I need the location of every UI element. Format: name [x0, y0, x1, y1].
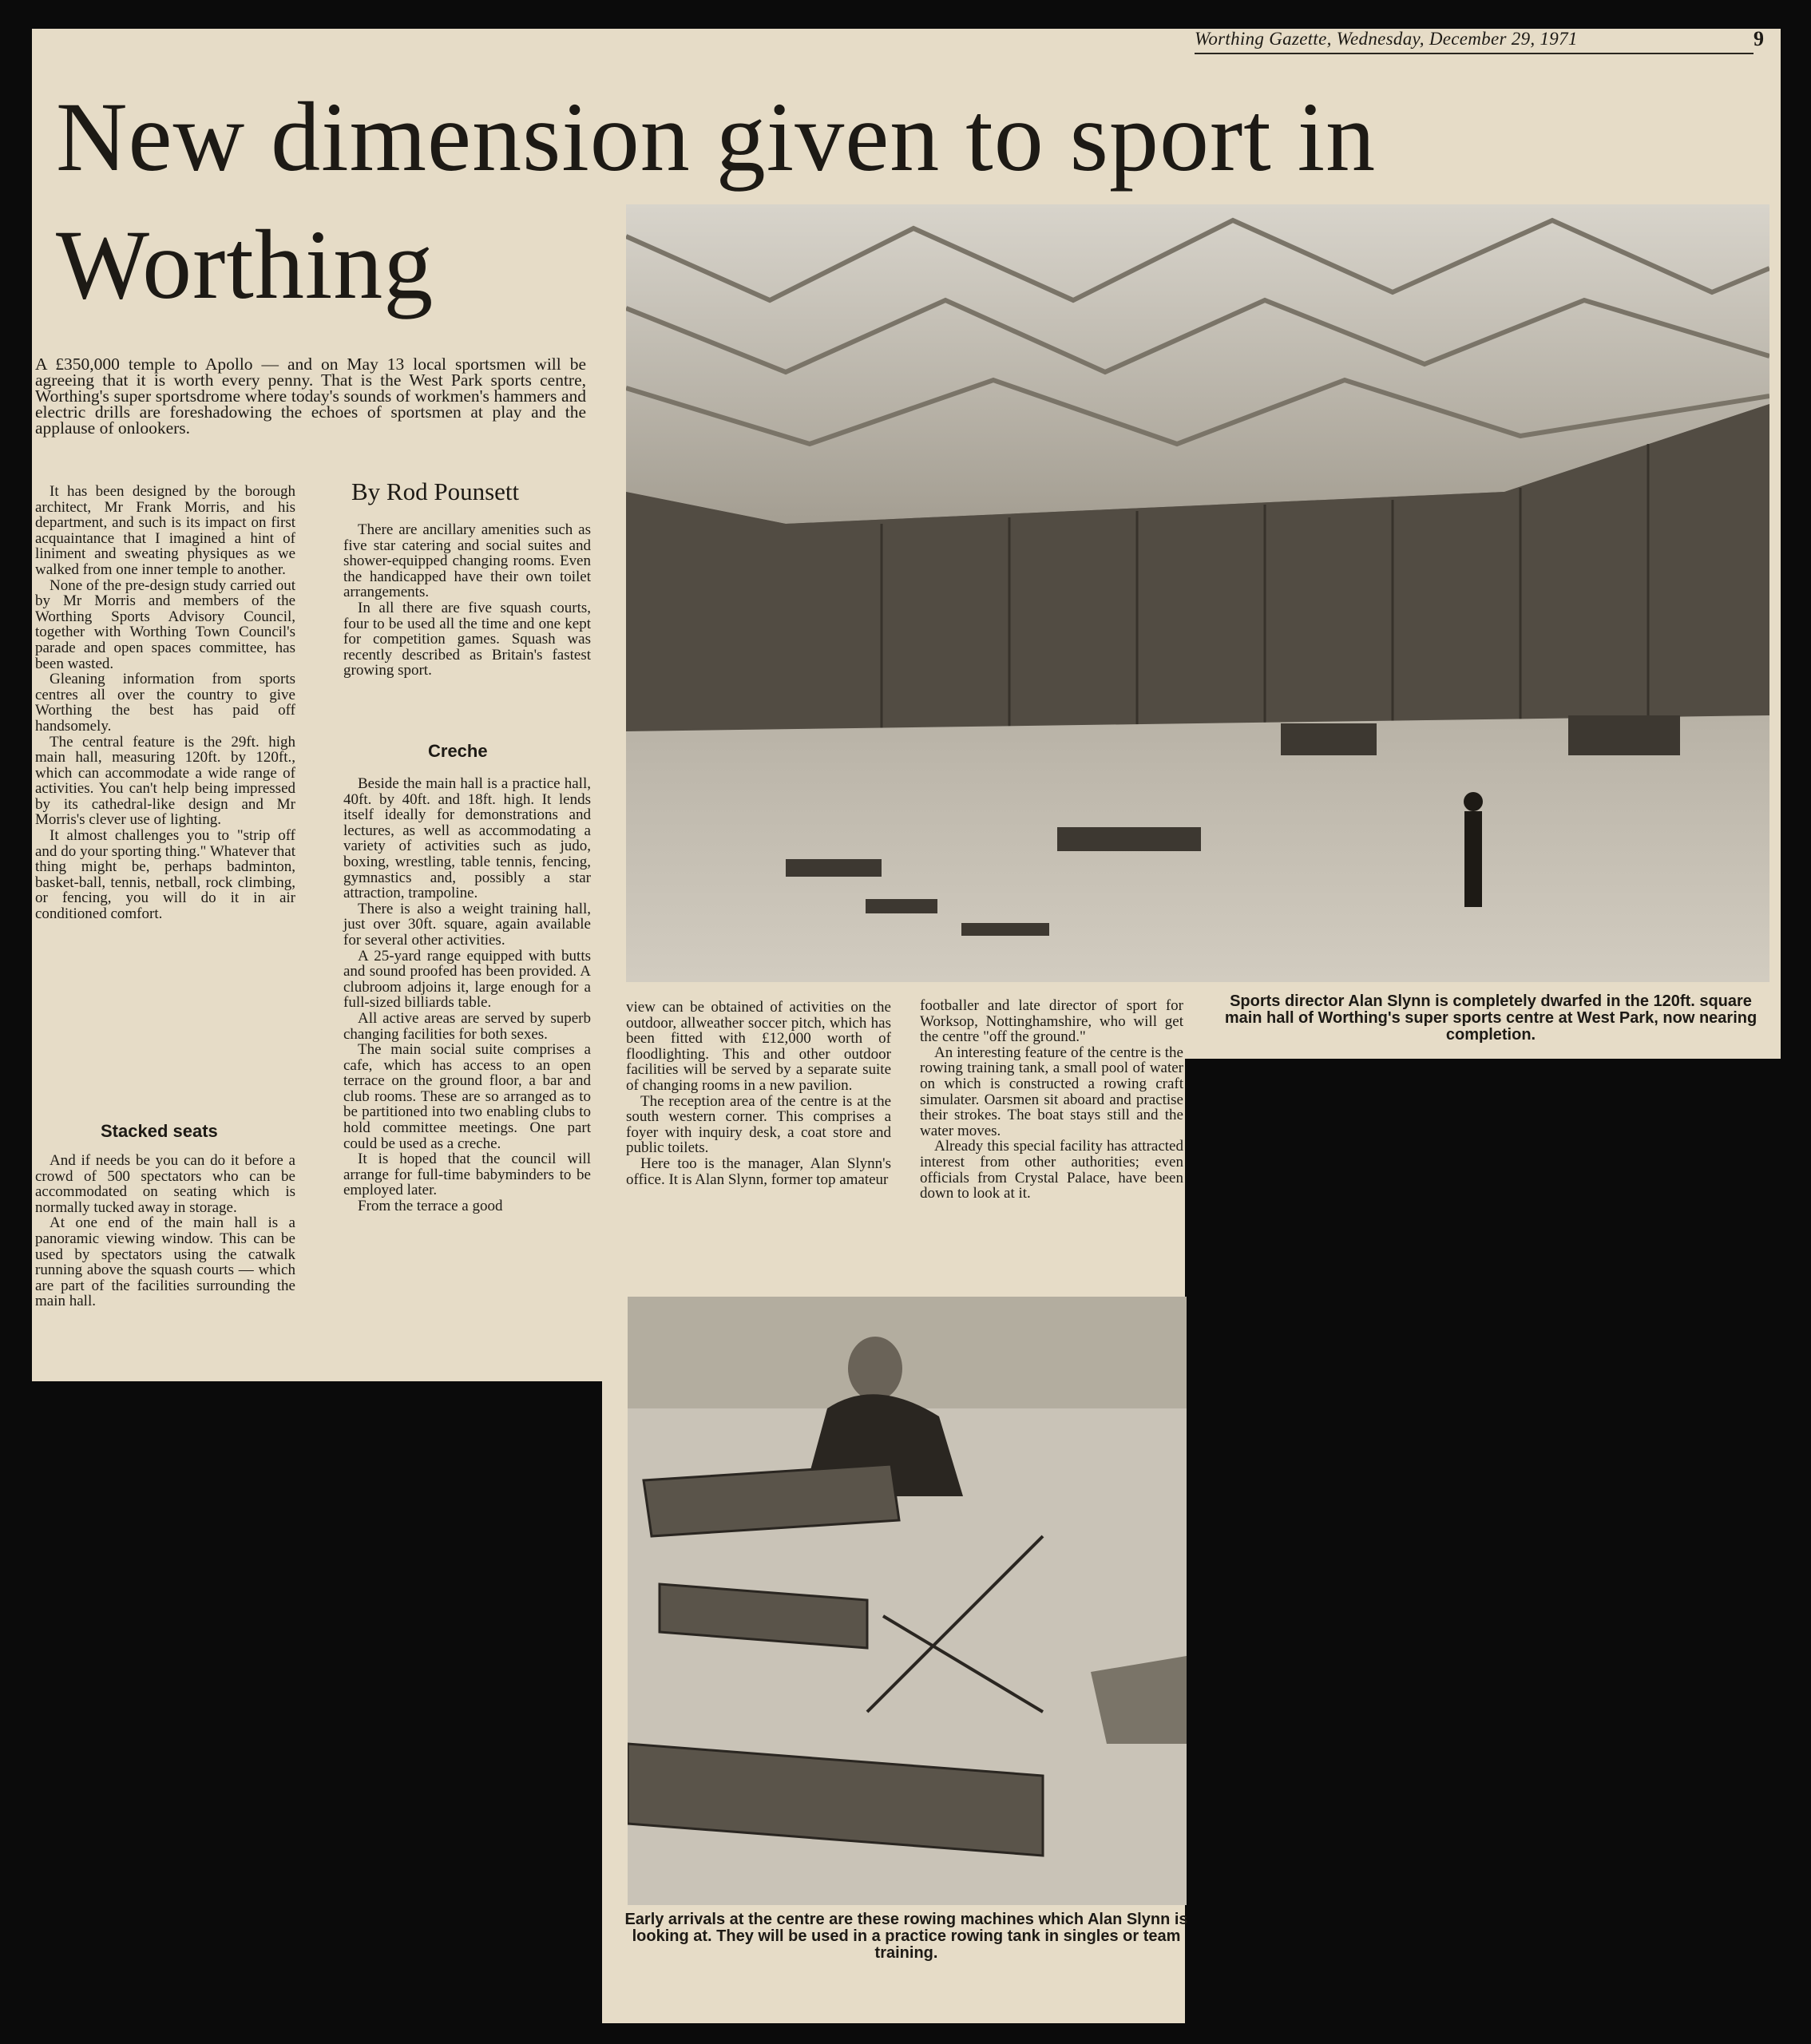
- paragraph: A 25-yard range equipped with butts and sound proofed has been provided. A clubroom adjoins it, large enough for a full-sized billiards table.: [343, 947, 591, 1012]
- rowing-machines-photo: [628, 1297, 1187, 1905]
- paragraph: It is hoped that the council will arrange for full-time babyminders to be employed later.: [343, 1151, 591, 1199]
- lead-paragraph: A £350,000 temple to Apollo — and on May 13 local sportsmen will be agreeing that it is worth every penny. That is the West Park sports centre, Worthing's super sportsdrome where today's sounds of workmen's hammers and electric drills are foreshadowing the echoes of sportsmen at play and the applause of onlookers.: [35, 355, 586, 438]
- paragraph: And if needs be you can do it before a crowd of 500 spectators who can be accommodated on seating which is normally tucked away in storage.: [35, 1152, 295, 1216]
- paragraph: Beside the main hall is a practice hall, 40ft. by 40ft. and 18ft. high. It lends itself ideally for demonstrations and lectures, as well as accommodating a variety of activities such as judo, boxing, wrestling, table tennis, fencing, gymnastics and, possibly a star attraction, trampoline.: [343, 775, 591, 902]
- paragraph: There is also a weight training hall, just over 30ft. square, again available for several other activities.: [343, 900, 591, 949]
- column-1b: [35, 1153, 295, 1309]
- headline: New dimension given to sport in Worthing: [56, 82, 1377, 319]
- paragraph: Already this special facility has attracted interest from other authorities; even officials from Crystal Palace, have been down to look at it.: [920, 1138, 1183, 1202]
- column-2b: [343, 776, 591, 1214]
- paragraph: It almost challenges you to "strip off and do your sporting thing." Whatever that thing might be, perhaps badminton, basket-ball, tennis, netball, rock climbing, or fencing, you will do it in air conditioned comfort.: [35, 827, 295, 923]
- page-number: 9: [1754, 27, 1764, 50]
- paragraph: Here too is the manager, Alan Slynn's office. It is Alan Slynn, former top amateur: [626, 1155, 891, 1188]
- column-4: [920, 998, 1183, 1202]
- paragraph: In all there are five squash courts, four to be used all the time and one kept for competition games. Squash was recently described as Britain's fastest growing sport.: [343, 599, 591, 679]
- column-3: [626, 1000, 891, 1187]
- paragraph: Gleaning information from sports centres all over the country to give Worthing the best has paid off handsomely.: [35, 671, 295, 735]
- paragraph: The reception area of the centre is at the south western corner. This comprises a foyer with inquiry desk, a coat store and public toilets.: [626, 1092, 891, 1157]
- paragraph: An interesting feature of the centre is the rowing training tank, a small pool of water on which is constructed a rowing craft simulater. Oarsmen sit aboard and practise their strokes. The boat stays still and the water moves.: [920, 1044, 1183, 1139]
- column-2a: [343, 522, 591, 679]
- subheading-stacked-seats: Stacked seats: [101, 1121, 218, 1141]
- paragraph: There are ancillary amenities such as five star catering and social suites and shower-equipped changing rooms. Even the handicapped have their own toilet arrangements.: [343, 521, 591, 601]
- photo-caption-rowing: Early arrivals at the centre are these rowing machines which Alan Slynn is looking at. They will be used in a practice rowing tank in singles or team training.: [624, 1911, 1188, 1962]
- photo-caption-main-hall: Sports director Alan Slynn is completely dwarfed in the 120ft. square main hall of Worthing's super sports centre at West Park, now nearing completion.: [1224, 992, 1758, 1044]
- paragraph: None of the pre-design study carried out by Mr Morris and members of the Worthing Sports Advisory Council, together with Worthing Town Council's parade and open spaces committee, has been wasted.: [35, 576, 295, 672]
- paragraph: The central feature is the 29ft. high main hall, measuring 120ft. by 120ft., which can accommodate a wide range of activities. You can't help being impressed by its cathedral-like design and Mr Morris's clever use of lighting.: [35, 733, 295, 829]
- masthead: Worthing Gazette, Wednesday, December 29, 1971: [1195, 29, 1578, 49]
- masthead-rule: [1195, 53, 1754, 54]
- main-hall-photo: [626, 204, 1769, 982]
- byline: By Rod Pounsett: [351, 477, 520, 505]
- subheading-creche: Creche: [428, 741, 488, 761]
- paragraph: The main social suite comprises a cafe, which has access to an open terrace on the ground floor, a bar and club rooms. These are so arranged as to be partitioned into two enabling clubs to hold committee meetings. One part could be used as a creche.: [343, 1041, 591, 1152]
- paragraph: footballer and late director of sport for Worksop, Nottinghamshire, who will get the centre "off the ground.": [920, 997, 1183, 1046]
- paragraph: It has been designed by the borough architect, Mr Frank Morris, and his department, and such is its impact on first acquaintance that I imagined a hint of liniment and sweating physiques as we walked from one inner temple to another.: [35, 483, 295, 578]
- paragraph: From the terrace a good: [358, 1198, 503, 1215]
- paragraph: At one end of the main hall is a panoramic viewing window. This can be used by spectators using the catwalk running above the squash courts — which are part of the facilities surrounding the main hall.: [35, 1214, 295, 1310]
- paragraph: All active areas are served by superb changing facilities for both sexes.: [343, 1009, 591, 1043]
- column-1a: [35, 484, 295, 922]
- paragraph: view can be obtained of activities on the outdoor, allweather soccer pitch, which has been fitted with £12,000 worth of floodlighting. This and other outdoor facilities will be served by a separate suite of changing rooms in a new pavilion.: [626, 999, 891, 1094]
